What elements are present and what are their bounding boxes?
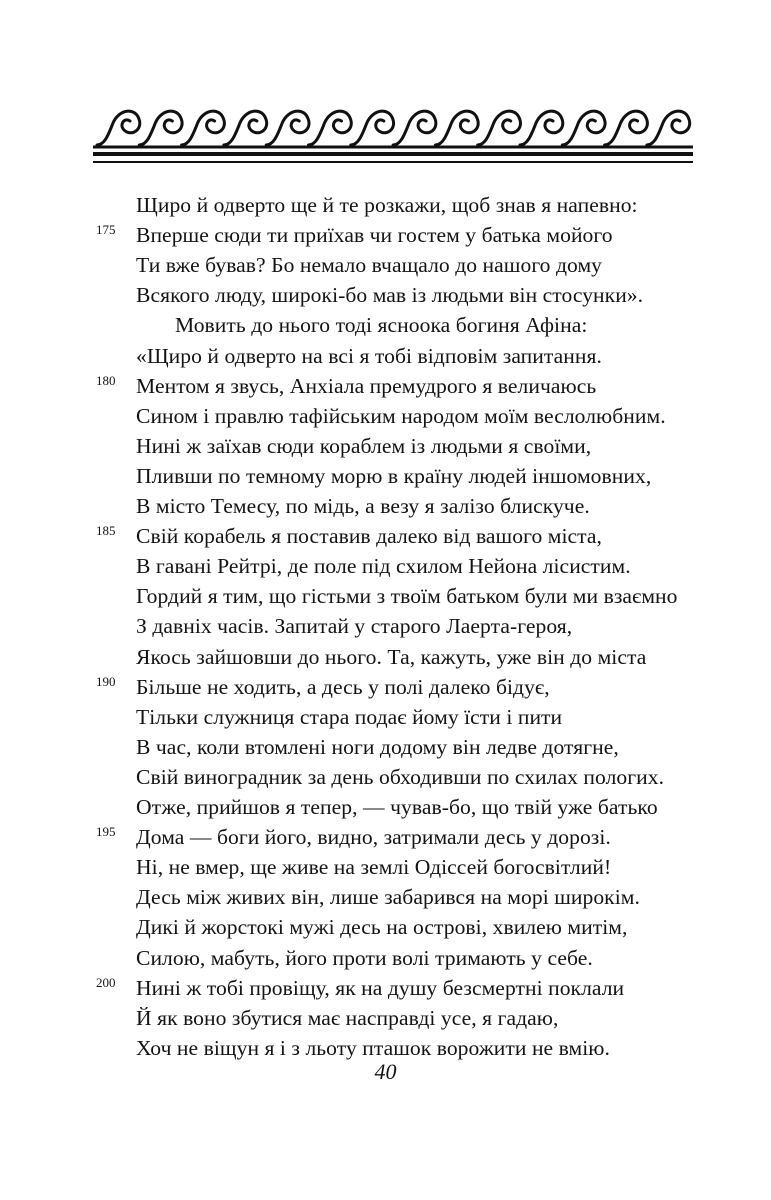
line-number: 175 <box>96 222 116 238</box>
verse-line: Більше не ходить, а десь у полі далеко бідує, <box>136 674 550 699</box>
wave-motif <box>139 111 182 145</box>
wave-motif <box>224 111 267 145</box>
verse-line: Гордий я тим, що гістьми з твоїм батьком були ми взаємно <box>136 584 678 609</box>
verse-line: Десь між живих він, лише забарився на морі широкім. <box>136 885 640 910</box>
line-number: 190 <box>96 673 116 689</box>
verse-line: В час, коли втомлені ноги додому він ледве дотягне, <box>136 734 619 759</box>
verse-line: В гавані Рейтрі, де поле під схилом Нейона лісистим. <box>136 554 631 579</box>
verse-line: Свій корабель я поставив далеко від вашого міста, <box>136 524 602 549</box>
verse-line: Ти вже бував? Бо немало вчащало до нашого дому <box>136 253 603 278</box>
verse-line: Силою, мабуть, його проти волі тримають у себе. <box>136 945 593 970</box>
line-number: 200 <box>96 974 116 990</box>
wave-motif <box>351 111 394 145</box>
verse-line: Нині ж тобі провіщу, як на душу безсмертні поклали <box>136 975 625 1000</box>
wave-motif <box>182 111 225 145</box>
wave-motif <box>393 111 436 145</box>
verse-line: З давніх часів. Запитай у старого Лаерта-героя, <box>136 614 573 639</box>
verse-line: Дикі й жорстокі мужі десь на острові, хвилею митім, <box>136 915 628 940</box>
verse-line: Щиро й одверто ще й те розкажи, щоб знав я напевно: <box>136 193 638 217</box>
verse-line: Ні, не вмер, ще живе на землі Одіссей богосвітлий! <box>136 855 612 880</box>
verse-line: Отже, прийшов я тепер, — чував-бо, що твій уже батько <box>136 795 658 819</box>
verse-line: Тільки служниця стара подає йому їсти і пити <box>136 704 563 729</box>
wave-motif <box>309 111 352 145</box>
wave-motif <box>266 111 309 145</box>
line-number: 185 <box>96 523 116 539</box>
verse-line: Свій виноградник за день обходивши по схилах пологих. <box>136 764 665 789</box>
wave-motif <box>435 111 478 145</box>
wave-motif <box>562 111 605 145</box>
verse-line: Хоч не віщун я і з льоту пташок ворожити не вмію. <box>136 1035 610 1060</box>
line-number: 180 <box>96 372 116 388</box>
verse-line: Пливши по темному морю в країну людей іншомовних, <box>136 463 652 488</box>
verse-line: Вперше сюди ти приїхав чи гостем у батька мойого <box>136 223 613 248</box>
line-number: 195 <box>96 824 116 840</box>
verse-line: Сином і правлю тафійським народом моїм веслолюбним. <box>136 403 666 428</box>
wave-motif <box>520 111 563 145</box>
verse-line: Всякого люду, широкі-бо мав із людьми він стосунки». <box>136 283 644 308</box>
verse-line: Ментом я звусь, Анхіала премудрого я величаюсь <box>136 373 597 398</box>
verse-line: Якось зайшовши до нього. Та, кажуть, уже він до міста <box>136 644 647 669</box>
page-number: 40 <box>374 1059 397 1084</box>
verse-line: Нині ж заїхав сюди кораблем із людьми я своїми, <box>136 433 592 458</box>
verse-line: Й як воно збутися має насправді усе, я гадаю, <box>136 1005 559 1030</box>
verse-line: В місто Темесу, по мідь, а везу я залізо блискуче. <box>136 494 590 518</box>
wave-motif <box>605 111 648 145</box>
verse-line: Дома — боги його, видно, затримали десь у дорозі. <box>136 825 611 850</box>
verse-line: Мовить до нього тоді ясноока богиня Афіна: <box>175 313 588 338</box>
wave-ornament-header <box>93 103 693 165</box>
verse-line: «Щиро й одверто на всі я тобі відповім запитання. <box>136 343 602 368</box>
wave-motif <box>97 111 140 145</box>
wave-motif <box>647 111 690 145</box>
wave-motif <box>478 111 521 145</box>
